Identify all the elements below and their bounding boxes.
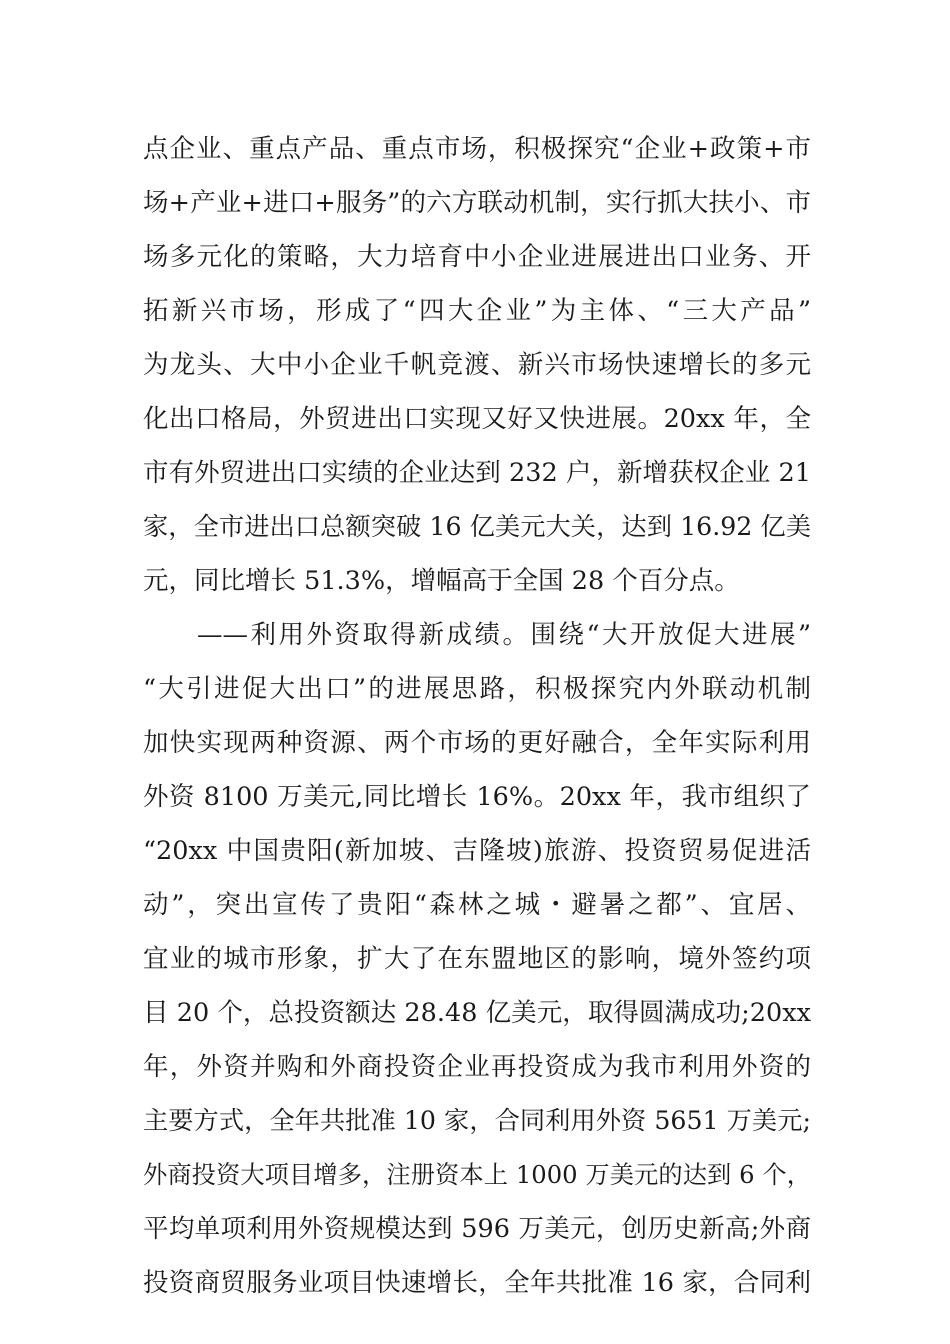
document-body: [143, 122, 811, 1310]
text-line: 为龙头、大中小企业千帆竞渡、新兴市场快速增长的多元: [143, 350, 811, 380]
text-line: 平均单项利用外资规模达到 596 万美元，创历史新高;外商: [143, 1214, 811, 1244]
text-line: 年，外资并购和外商投资企业再投资成为我市利用外资的: [143, 1052, 811, 1082]
text-line: 家，全市进出口总额突破 16 亿美元大关，达到 16.92 亿美: [143, 512, 811, 541]
text-line: 外资 8100 万美元,同比增长 16%。20xx 年，我市组织了: [143, 782, 811, 812]
text-line: 宜业的城市形象，扩大了在东盟地区的影响，境外签约项: [143, 944, 811, 974]
text-line: “大引进促大出口”的进展思路，积极探究内外联动机制: [143, 674, 811, 704]
text-line: “20xx 中国贵阳(新加坡、吉隆坡)旅游、投资贸易促进活: [143, 836, 811, 866]
text-line: 市有外贸进出口实绩的企业达到 232 户，新增获权企业 21: [143, 458, 811, 488]
text-line: 元，同比增长 51.3%，增幅高于全国 28 个百分点。: [143, 566, 740, 596]
text-line: 场多元化的策略，大力培育中小企业进展进出口业务、开: [143, 242, 811, 272]
paragraph-start-line: ——利用外资取得新成绩。围绕“大开放促大进展”: [197, 620, 811, 650]
text-line: 化出口格局，外贸进出口实现又好又快进展。20xx 年，全: [143, 404, 811, 434]
text-line: 外商投资大项目增多，注册资本上 1000 万美元的达到 6 个，: [143, 1160, 811, 1189]
text-line: 场+产业+进口+服务”的六方联动机制，实行抓大扶小、市: [143, 188, 811, 218]
text-line: 点企业、重点产品、重点市场，积极探究“企业+政策+市: [143, 134, 811, 164]
text-line: 主要方式，全年共批准 10 家，合同利用外资 5651 万美元;: [143, 1106, 811, 1135]
text-line: 目 20 个，总投资额达 28.48 亿美元，取得圆满成功;20xx: [143, 998, 811, 1028]
text-line: 投资商贸服务业项目快速增长，全年共批准 16 家，合同利: [143, 1268, 811, 1298]
text-line: 拓新兴市场，形成了“四大企业”为主体、“三大产品”: [143, 296, 811, 326]
text-line: 动”，突出宣传了贵阳“森林之城・避暑之都”、宜居、: [143, 890, 811, 920]
text-line: 加快实现两种资源、两个市场的更好融合，全年实际利用: [143, 728, 811, 758]
